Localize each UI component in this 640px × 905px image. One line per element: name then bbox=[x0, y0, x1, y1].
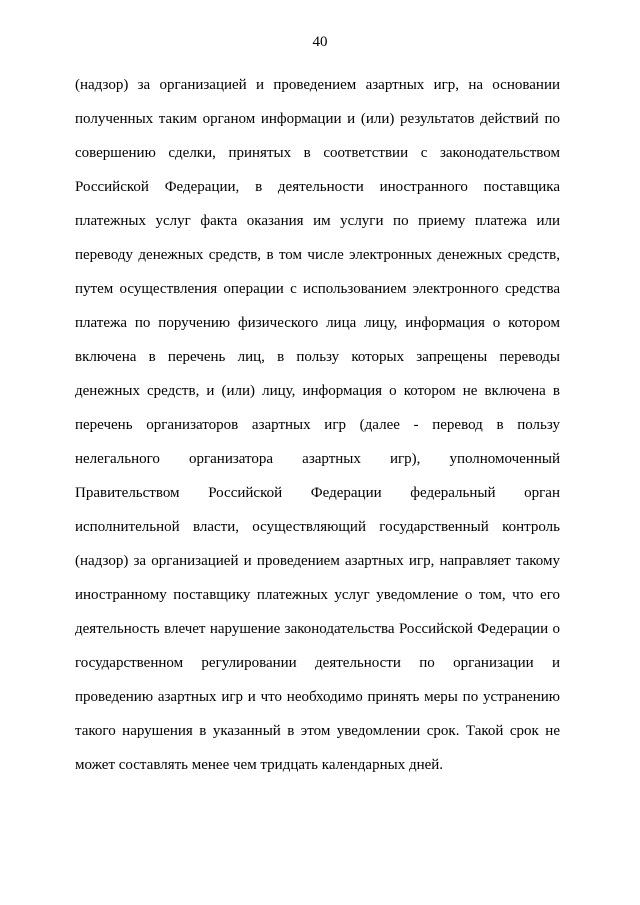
text-line: исполнительной власти, осуществляющий государственный контроль bbox=[75, 519, 560, 535]
text-line: такого нарушения в указанный в этом уведомлении срок. Такой срок не bbox=[75, 723, 560, 739]
text-line: платежа по поручению физического лица лицу, информация о котором bbox=[75, 315, 560, 331]
text-line: переводу денежных средств, в том числе электронных денежных средств, bbox=[75, 247, 560, 263]
text-line: может составлять менее чем тридцать календарных дней. bbox=[75, 757, 444, 773]
text-line: денежных средств, и (или) лицу, информация о котором не включена в bbox=[75, 383, 560, 399]
text-line: Российской Федерации, в деятельности иностранного поставщика bbox=[75, 179, 560, 195]
text-line: платежных услуг факта оказания им услуги по приему платежа или bbox=[75, 213, 560, 229]
text-line: включена в перечень лиц, в пользу которых запрещены переводы bbox=[75, 349, 560, 365]
text-line: Правительством Российской Федерации федеральный орган bbox=[75, 485, 560, 501]
text-line: проведению азартных игр и что необходимо принять меры по устранению bbox=[75, 689, 560, 705]
text-line: полученных таким органом информации и (или) результатов действий по bbox=[75, 111, 560, 127]
text-line: путем осуществления операции с использованием электронного средства bbox=[75, 281, 560, 297]
text-line: деятельность влечет нарушение законодательства Российской Федерации о bbox=[75, 621, 560, 637]
body-text bbox=[75, 68, 560, 782]
text-line: совершению сделки, принятых в соответствии с законодательством bbox=[75, 145, 560, 161]
page-number: 40 bbox=[312, 34, 328, 50]
text-line: перечень организаторов азартных игр (далее - перевод в пользу bbox=[75, 417, 560, 433]
text-line: иностранному поставщику платежных услуг уведомление о том, что его bbox=[75, 587, 560, 603]
text-line: (надзор) за организацией и проведением азартных игр, на основании bbox=[75, 77, 560, 93]
text-line: нелегального организатора азартных игр), уполномоченный bbox=[75, 451, 560, 467]
text-line: (надзор) за организацией и проведением азартных игр, направляет такому bbox=[75, 553, 560, 569]
text-line: государственном регулировании деятельности по организации и bbox=[75, 655, 560, 671]
